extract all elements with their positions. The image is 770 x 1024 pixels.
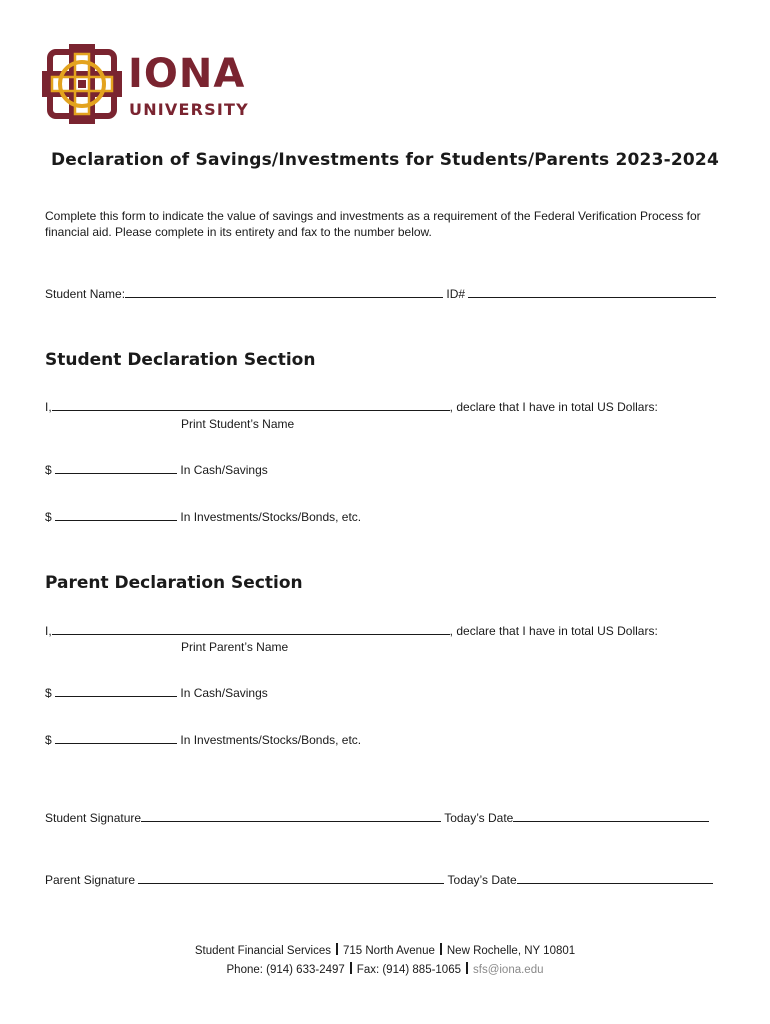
parent-signature-row (45, 872, 713, 888)
parent-cash-row (45, 685, 268, 701)
parent-date-label: Today’s Date (447, 873, 517, 887)
parent-invest-symbol: $ (45, 733, 52, 747)
student-signature-field[interactable] (141, 810, 441, 822)
student-cash-label: In Cash/Savings (180, 463, 268, 477)
student-invest-symbol: $ (45, 510, 52, 524)
student-declare-text: , declare that I have in total US Dollars: (449, 400, 658, 414)
student-cash-row (45, 462, 268, 478)
parent-prefix: I, (45, 624, 52, 638)
student-name-field[interactable] (125, 286, 443, 298)
parent-invest-field[interactable] (55, 732, 177, 744)
page-title: Declaration of Savings/Investments for Students/Parents 2023-2024 (51, 150, 719, 170)
parent-date-field[interactable] (517, 872, 713, 884)
footer-email-link[interactable]: sfs@iona.edu (473, 964, 544, 976)
footer-separator (440, 943, 442, 955)
footer-separator (336, 943, 338, 955)
footer-address-line (0, 942, 770, 961)
student-print-name-field[interactable] (52, 399, 450, 411)
student-prefix: I, (45, 400, 52, 414)
student-date-label: Today’s Date (444, 811, 514, 825)
student-cash-field[interactable] (55, 462, 177, 474)
parent-invest-label: In Investments/Stocks/Bonds, etc. (180, 733, 362, 747)
student-name-caption: Print Student’s Name (181, 417, 295, 431)
student-section-heading: Student Declaration Section (45, 350, 316, 370)
parent-invest-row (45, 732, 361, 748)
student-signature-row (45, 810, 709, 826)
footer-separator (350, 962, 352, 974)
footer-city: New Rochelle, NY 10801 (446, 945, 576, 957)
logo-wordmark: IONA (128, 51, 246, 97)
logo-subtitle: UNIVERSITY (129, 100, 249, 119)
parent-name-caption: Print Parent’s Name (181, 640, 289, 654)
footer-separator (466, 962, 468, 974)
parent-declare-text: , declare that I have in total US Dollars: (449, 624, 658, 638)
intro-text: Complete this form to indicate the value of savings and investments as a requirement of the Federal Verification Process for financial aid. Please complete in its entirety and fax to the number below. (45, 209, 701, 239)
parent-cash-symbol: $ (45, 686, 52, 700)
footer-address: 715 North Avenue (343, 945, 435, 957)
student-cash-symbol: $ (45, 463, 52, 477)
parent-cash-field[interactable] (55, 685, 177, 697)
parent-print-name-field[interactable] (52, 623, 450, 635)
footer-contact-line (0, 961, 770, 980)
student-invest-label: In Investments/Stocks/Bonds, etc. (180, 510, 362, 524)
student-invest-field[interactable] (55, 509, 177, 521)
student-date-field[interactable] (513, 810, 709, 822)
student-name-label: Student Name: (45, 287, 126, 301)
iona-university-logo (42, 44, 262, 124)
student-id-label: ID# (446, 287, 466, 301)
footer-phone: Phone: (914) 633-2497 (226, 964, 345, 976)
parent-section-heading: Parent Declaration Section (45, 573, 303, 593)
footer-fax: Fax: (914) 885-1065 (356, 964, 461, 976)
student-invest-row (45, 509, 361, 525)
student-declaration-row (45, 399, 658, 415)
parent-signature-field[interactable] (138, 872, 444, 884)
footer-office: Student Financial Services (194, 945, 331, 957)
iona-crest-icon (42, 44, 122, 124)
parent-declaration-row (45, 623, 658, 639)
student-signature-label: Student Signature (45, 811, 142, 825)
parent-cash-label: In Cash/Savings (180, 686, 268, 700)
student-id-field[interactable] (468, 286, 716, 298)
student-info-row (45, 286, 716, 302)
parent-signature-label: Parent Signature (45, 873, 136, 887)
